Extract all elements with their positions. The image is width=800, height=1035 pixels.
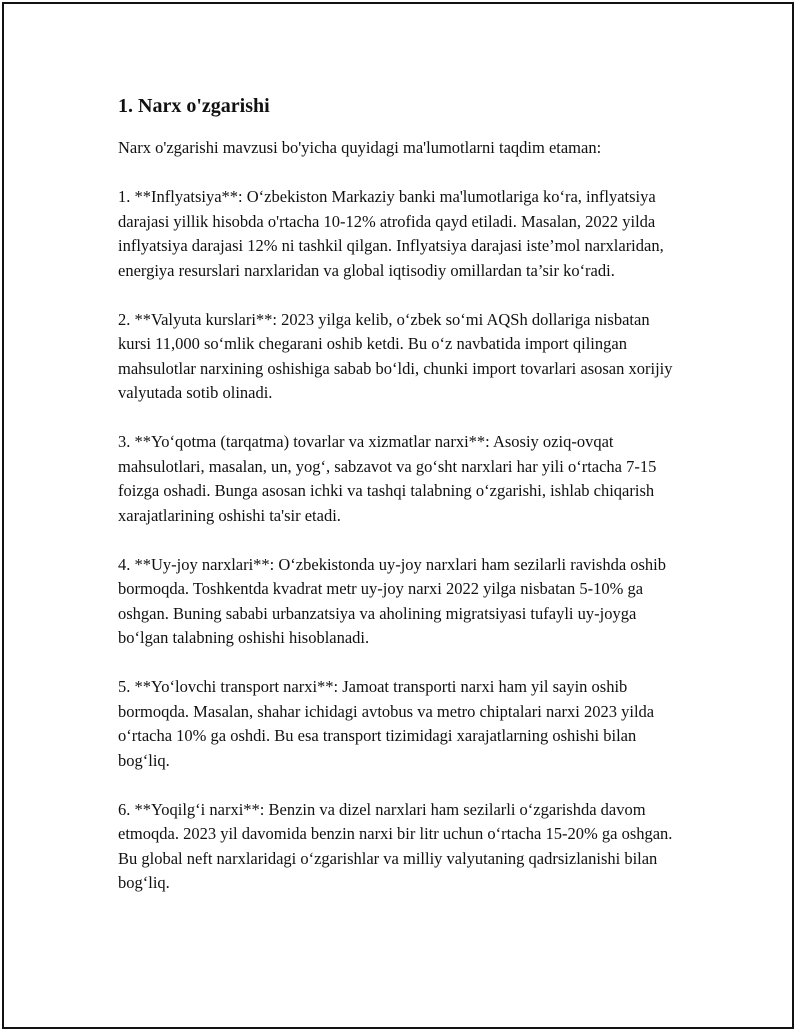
list-item-housing: 4. **Uy-joy narxlari**: O‘zbekistonda uy-joy narxlari ham sezilarli ravishda oshib bormoqda. Toshkentda kvadrat metr uy-joy narxi 2022 yilga nisbatan 5-10% ga oshgan. Buning sababi urbanzatsiya va aholining migratsiyasi tufayli uy-joyga bo‘lgan talabning oshishi hisoblanadi. <box>118 554 667 647</box>
document-body <box>118 92 678 920</box>
section-heading: 1. Narx o'zgarishi <box>118 95 270 117</box>
intro-paragraph: Narx o'zgarishi mavzusi bo'yicha quyidagi ma'lumotlarni taqdim etaman: <box>118 138 602 157</box>
list-item-exchange-rates: 2. **Valyuta kurslari**: 2023 yilga kelib, o‘zbek so‘mi AQSh dollariga nisbatan kursi 11,000 so‘mlik chegarani oshib ketdi. Bu o‘z navbatida import qilingan mahsulotlar narxining oshishiga sabab bo‘ldi, chunki import tovarlari asosan xorijiy valyutada sotib olinadi. <box>118 309 673 402</box>
list-item-goods-services: 3. **Yo‘qotma (tarqatma) tovarlar va xizmatlar narxi**: Asosiy oziq-ovqat mahsulotlari, masalan, un, yog‘, sabzavot va go‘sht narxlari har yili o‘rtacha 7-15 foizga oshadi. Bunga asosan ichki va tashqi talabning o‘zgarishi, ishlab chiqarish xarajatlarining oshishi ta'sir etadi. <box>118 432 657 525</box>
list-item-fuel: 6. **Yoqilg‘i narxi**: Benzin va dizel narxlari ham sezilarli o‘zgarishda davom etmoqda. 2023 yil davomida benzin narxi bir litr uchun o‘rtacha 15-20% ga oshgan. Bu global neft narxlaridagi o‘zgarishlar va milliy valyutaning qadrsizlanishi bilan bog‘liq. <box>118 799 673 892</box>
list-item-inflation: 1. **Inflyatsiya**: O‘zbekiston Markaziy banki ma'lumotlariga ko‘ra, inflyatsiya darajasi yillik hisobda o'rtacha 10-12% atrofida qayd etiladi. Masalan, 2022 yilda inflyatsiya darajasi 12% ni tashkil qilgan. Inflyatsiya darajasi iste’mol narxlaridan, energiya resurslari narxlaridan va global iqtisodiy omillardan ta’sir ko‘radi. <box>118 187 664 280</box>
list-item-transport: 5. **Yo‘lovchi transport narxi**: Jamoat transporti narxi ham yil sayin oshib bormoqda. Masalan, shahar ichidagi avtobus va metro chiptalari narxi 2023 yilda o‘rtacha 10% ga oshdi. Bu esa transport tizimidagi xarajatlarning oshishi bilan bog‘liq. <box>118 677 655 770</box>
